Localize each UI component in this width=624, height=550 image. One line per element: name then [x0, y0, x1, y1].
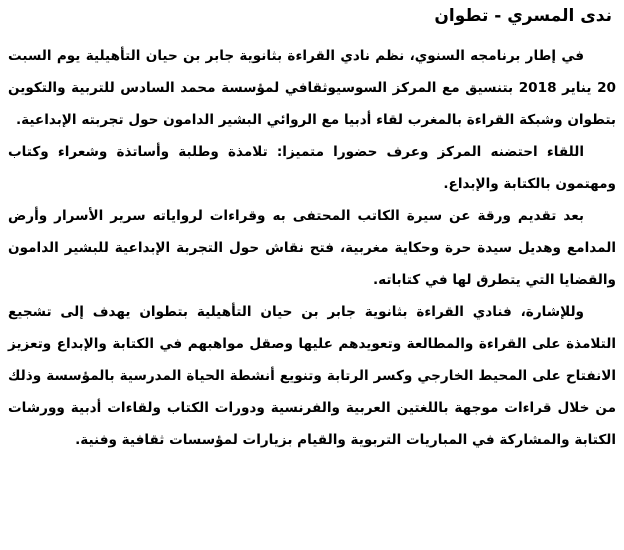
article-paragraph-1: في إطار برنامجه السنوي، نظم نادي القراءة بثانوية جابر بن حيان التأهيلية يوم السبت 20 يناير 2018 بتنسيق مع المركز السوسيوثقافي لمؤسسة محمد السادس للتربية والتكوين بتطوان وشبكة القراءة بالمغرب لقاء أدبيا مع الروائي البشير الدامون حول تجربته الإبداعية.: [8, 48, 616, 128]
article-paragraph-4: وللإشارة، فنادي القراءة بثانوية جابر بن حيان التأهيلية بتطوان يهدف إلى تشجيع التلامذة على القراءة والمطالعة وتعويدهم عليها وصقل مواهبهم في الكتابة والإبداع وتعزيز الانفتاح على المحيط الخارجي وكسر الرتابة وتنويع أنشطة الحياة المدرسية بالمؤسسة وذلك من خلال قراءات موجهة باللغتين العربية والفرنسية ودورات الكتاب ولقاءات أدبية وورشات الكتابة والمشاركة في المباريات التربوية والقيام بزيارات لمؤسسات ثقافية وفنية.: [8, 304, 616, 448]
article-body: [8, 40, 616, 456]
byline: ندى المسري - تطوان: [434, 6, 612, 26]
article-paragraph-3: بعد تقديم ورقة عن سيرة الكاتب المحتفى به وقراءات لرواياته سرير الأسرار وأرض المدامع وهديل سيدة حرة وحكاية مغربية، فتح نقاش حول التجربة الإبداعية للبشير الدامون والقضايا التي يتطرق لها في كتاباته.: [8, 208, 616, 288]
article-paragraph-2: اللقاء احتضنه المركز وعرف حضورا متميزا: تلامذة وطلبة وأساتذة وشعراء وكتاب ومهتمون بالكتابة والإبداع.: [8, 144, 616, 192]
